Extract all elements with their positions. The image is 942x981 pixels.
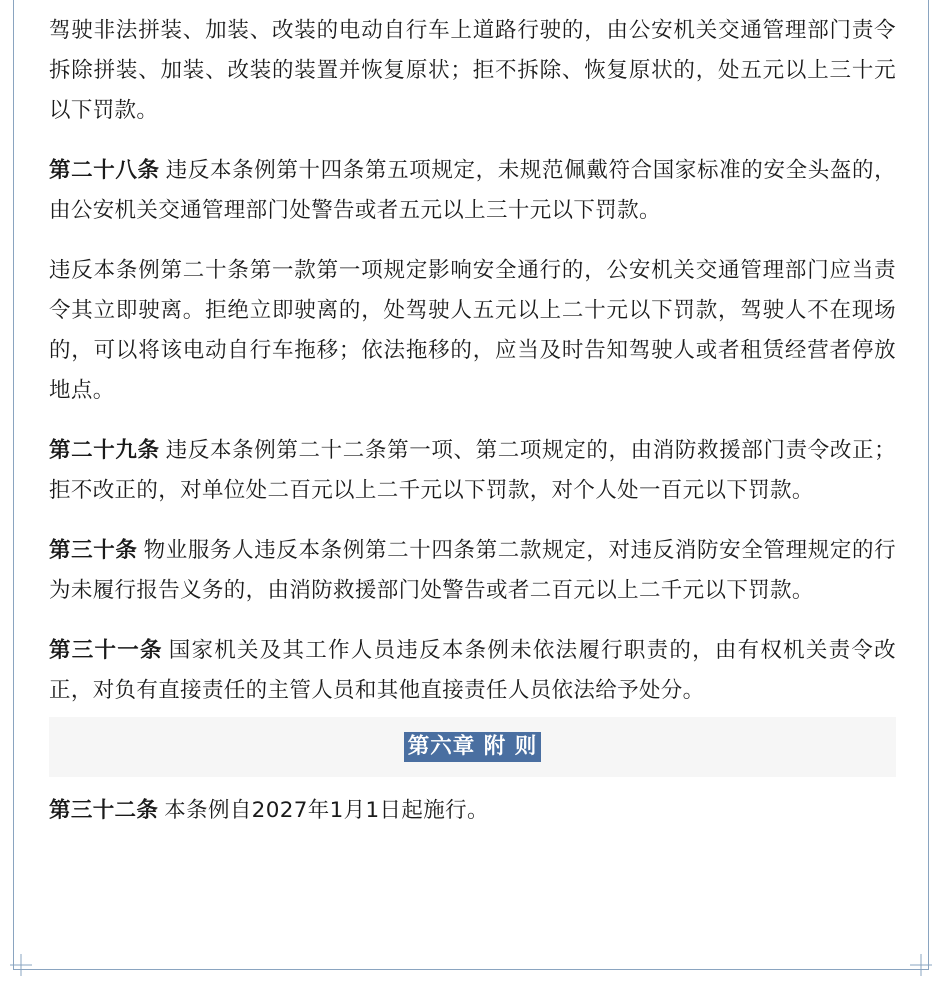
chapter-title[interactable]: 第六章 附 则 [404, 732, 541, 762]
paragraph-text: 违反本条例第二十条第一款第一项规定影响安全通行的，公安机关交通管理部门应当责令其立即驶离。拒绝立即驶离的，处驾驶人五元以上二十元以下罚款，驾驶人不在现场的，可以将该电动自行车拖移；依法拖移的，应当及时告知驾驶人或者租赁经营者停放地点。 [49, 258, 896, 403]
article-number: 第二十九条 [49, 438, 160, 463]
article-number: 第二十八条 [49, 158, 160, 183]
article-30 [49, 531, 896, 611]
article-32 [49, 791, 896, 831]
page-corner-mark-left-icon [10, 954, 32, 976]
article-text: 本条例自2027年1月1日起施行。 [164, 798, 489, 823]
article-text: 违反本条例第十四条第五项规定，未规范佩戴符合国家标准的安全头盔的，由公安机关交通管理部门处警告或者五元以上三十元以下罚款。 [49, 158, 896, 223]
article-text: 违反本条例第二十二条第一项、第二项规定的，由消防救援部门责令改正；拒不改正的，对单位处二百元以上二千元以下罚款，对个人处一百元以下罚款。 [49, 438, 896, 503]
paragraph-3 [49, 251, 896, 411]
article-number: 第三十条 [49, 538, 138, 563]
paragraph-text: 驾驶非法拼装、加装、改装的电动自行车上道路行驶的，由公安机关交通管理部门责令拆除拼装、加装、改装的装置并恢复原状；拒不拆除、恢复原状的，处五元以上三十元以下罚款。 [49, 18, 896, 123]
article-31 [49, 631, 896, 711]
article-29 [49, 431, 896, 511]
paragraph-1 [49, 11, 896, 131]
article-number: 第三十二条 [49, 798, 159, 823]
page-corner-mark-right-icon [910, 954, 932, 976]
article-text: 物业服务人违反本条例第二十四条第二款规定，对违反消防安全管理规定的行为未履行报告义务的，由消防救援部门处警告或者二百元以上二千元以下罚款。 [49, 538, 896, 603]
article-number: 第三十一条 [49, 638, 163, 663]
article-text: 国家机关及其工作人员违反本条例未依法履行职责的，由有权机关责令改正，对负有直接责任的主管人员和其他直接责任人员依法给予处分。 [49, 638, 896, 703]
document-page [13, 0, 929, 970]
document-content [49, 11, 896, 851]
chapter-heading-block [49, 717, 896, 777]
article-28 [49, 151, 896, 231]
